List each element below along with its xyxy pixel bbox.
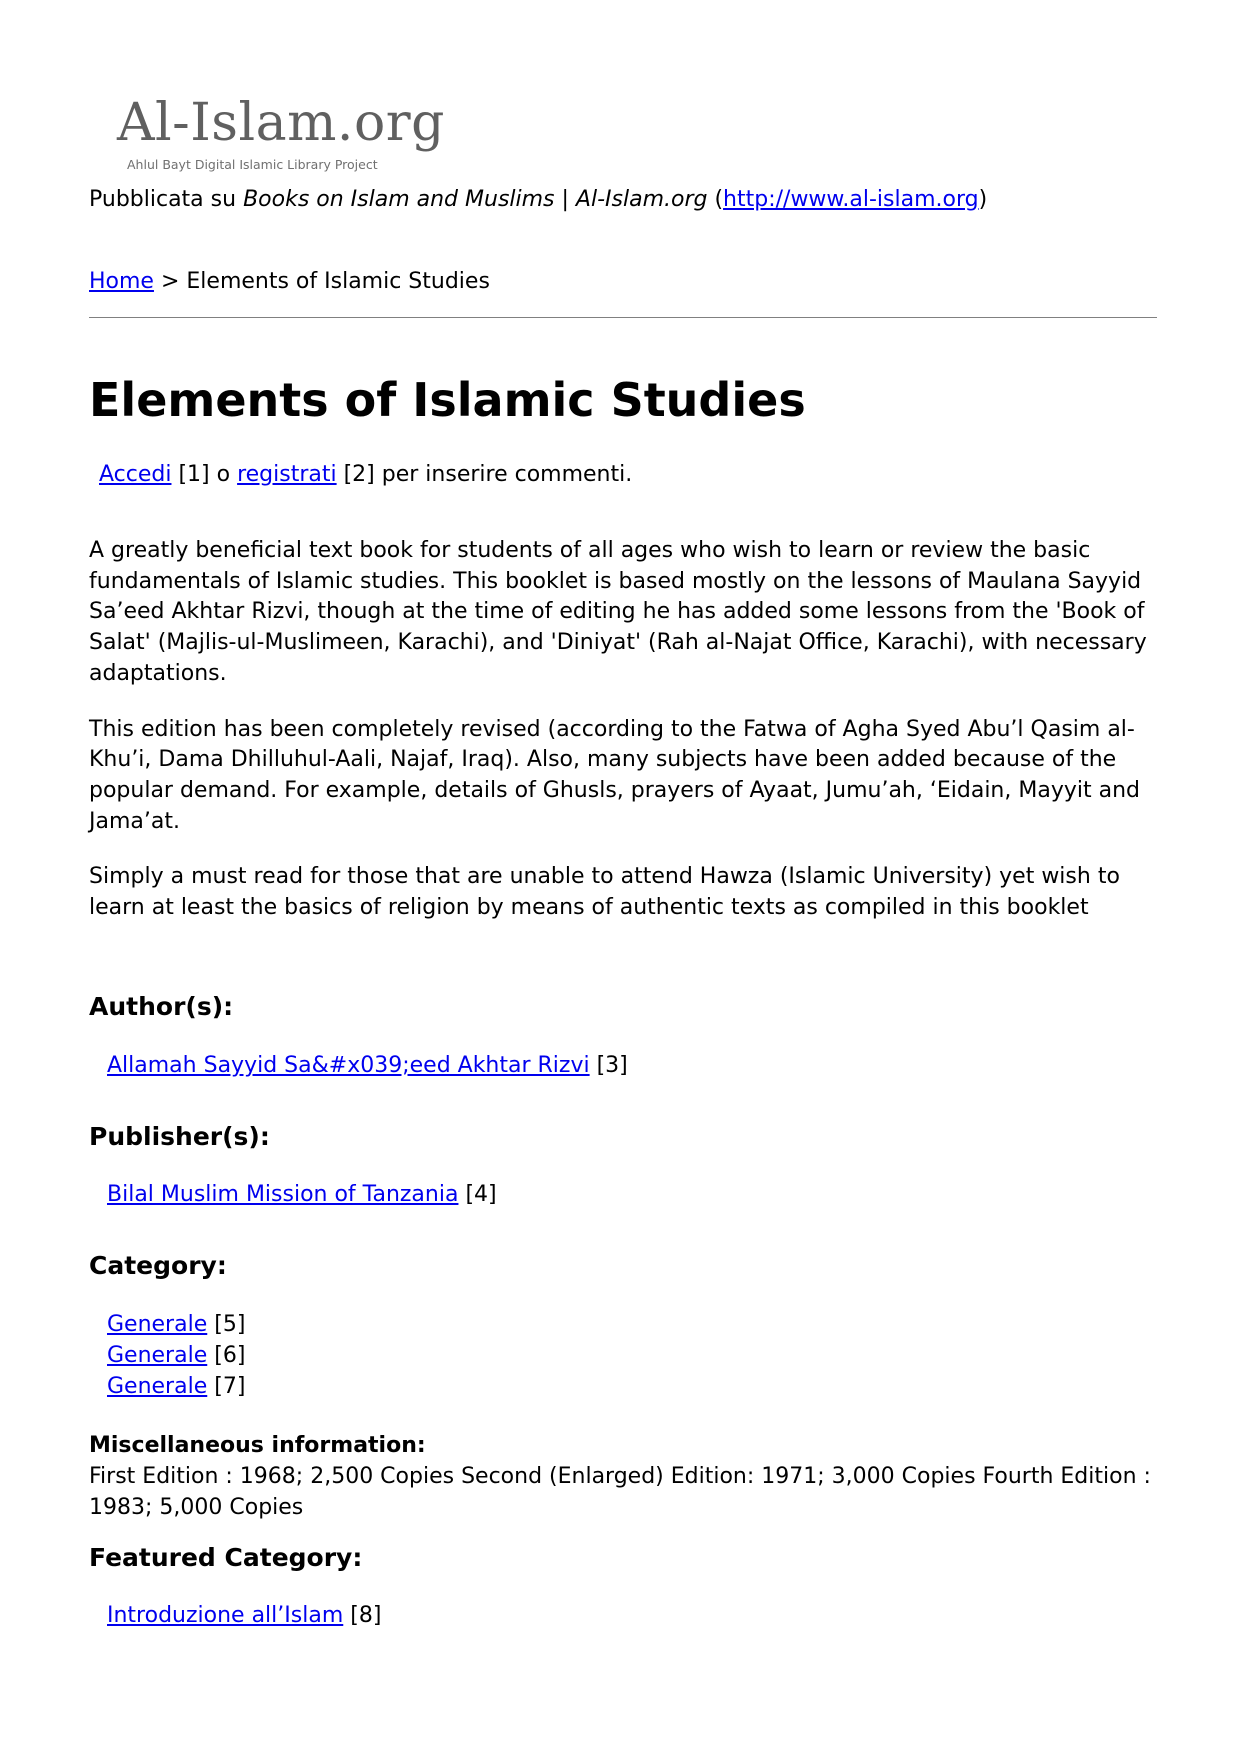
- featured-category-ref: [8]: [343, 1603, 382, 1628]
- url-close-paren: ): [978, 187, 988, 212]
- site-logo[interactable]: [117, 95, 547, 185]
- breadcrumb-current: Elements of Islamic Studies: [186, 269, 490, 294]
- breadcrumb: [89, 268, 490, 296]
- published-on-line: [89, 186, 987, 214]
- logo-wordmark: Al-Islam.org: [117, 93, 445, 153]
- author-link[interactable]: Allamah Sayyid Sa&#x039;eed Akhtar Rizvi: [107, 1053, 590, 1078]
- description-paragraph: This edition has been completely revised (according to the Fatwa of Agha Syed Abu’l Qasim al-Khu’i, Dama Dhilluhul-Aali, Najaf, Iraq). Also, many subjects have been added because of the popular demand. For example, details of Ghusls, prayers of Ayaat, Jumu’ah, ‘Eidain, Mayyit and Jama’at.: [89, 716, 1140, 834]
- category-item: [107, 1341, 245, 1372]
- register-link[interactable]: registrati: [237, 462, 337, 487]
- publisher-item: [107, 1180, 497, 1211]
- category-item: [107, 1310, 245, 1341]
- category-link[interactable]: Generale: [107, 1374, 208, 1399]
- featured-category-link[interactable]: Introduzione all’Islam: [107, 1603, 344, 1628]
- category-link[interactable]: Generale: [107, 1312, 208, 1337]
- category-ref: [7]: [207, 1374, 246, 1399]
- featured-category-item: [107, 1601, 381, 1632]
- misc-info-label: Miscellaneous information:: [89, 1433, 426, 1458]
- login-ref: [1] o: [171, 462, 238, 487]
- header-divider: [89, 317, 1157, 318]
- book-description: [89, 536, 1157, 949]
- page-title: Elements of Islamic Studies: [89, 373, 806, 427]
- category-ref: [6]: [207, 1343, 246, 1368]
- authors-heading: Author(s):: [89, 992, 234, 1021]
- featured-category-heading: Featured Category:: [89, 1543, 363, 1572]
- register-ref: [2] per inserire commenti.: [336, 462, 633, 487]
- breadcrumb-separator: >: [153, 269, 187, 294]
- site-name: Books on Islam and Muslims | Al-Islam.org: [243, 187, 708, 212]
- category-heading: Category:: [89, 1251, 227, 1280]
- category-link[interactable]: Generale: [107, 1343, 208, 1368]
- category-item: [107, 1372, 245, 1403]
- login-prompt: [99, 461, 632, 489]
- logo-subtitle: Ahlul Bayt Digital Islamic Library Project: [127, 157, 378, 172]
- category-ref: [5]: [207, 1312, 246, 1337]
- publisher-link[interactable]: Bilal Muslim Mission of Tanzania: [107, 1182, 459, 1207]
- author-item: [107, 1051, 628, 1082]
- url-open-paren: (: [707, 187, 724, 212]
- breadcrumb-home-link[interactable]: Home: [89, 269, 154, 294]
- author-ref: [3]: [589, 1053, 628, 1078]
- description-paragraph: A greatly beneficial text book for students of all ages who wish to learn or review the basic fundamentals of Islamic studies. This booklet is based mostly on the lessons of Maulana Sayyid Sa’eed Akhtar Rizvi, though at the time of editing he has added some lessons from the 'Book of Salat' (Majlis-ul-Muslimeen, Karachi), and 'Diniyat' (Rah al-Najat Office, Karachi), with necessary adaptations.: [89, 538, 1147, 686]
- site-url-link[interactable]: http://www.al-islam.org: [723, 187, 979, 212]
- publishers-heading: Publisher(s):: [89, 1122, 270, 1151]
- publisher-ref: [4]: [458, 1182, 497, 1207]
- misc-info-value: First Edition : 1968; 2,500 Copies Second (Enlarged) Edition: 1971; 3,000 Copies Fourth Edition : 1983; 5,000 Copies: [89, 1464, 1151, 1520]
- login-link[interactable]: Accedi: [99, 462, 172, 487]
- description-paragraph: Simply a must read for those that are unable to attend Hawza (Islamic University) yet wish to learn at least the basics of religion by means of authentic texts as compiled in this booklet: [89, 864, 1120, 921]
- published-prefix: Pubblicata su: [89, 187, 244, 212]
